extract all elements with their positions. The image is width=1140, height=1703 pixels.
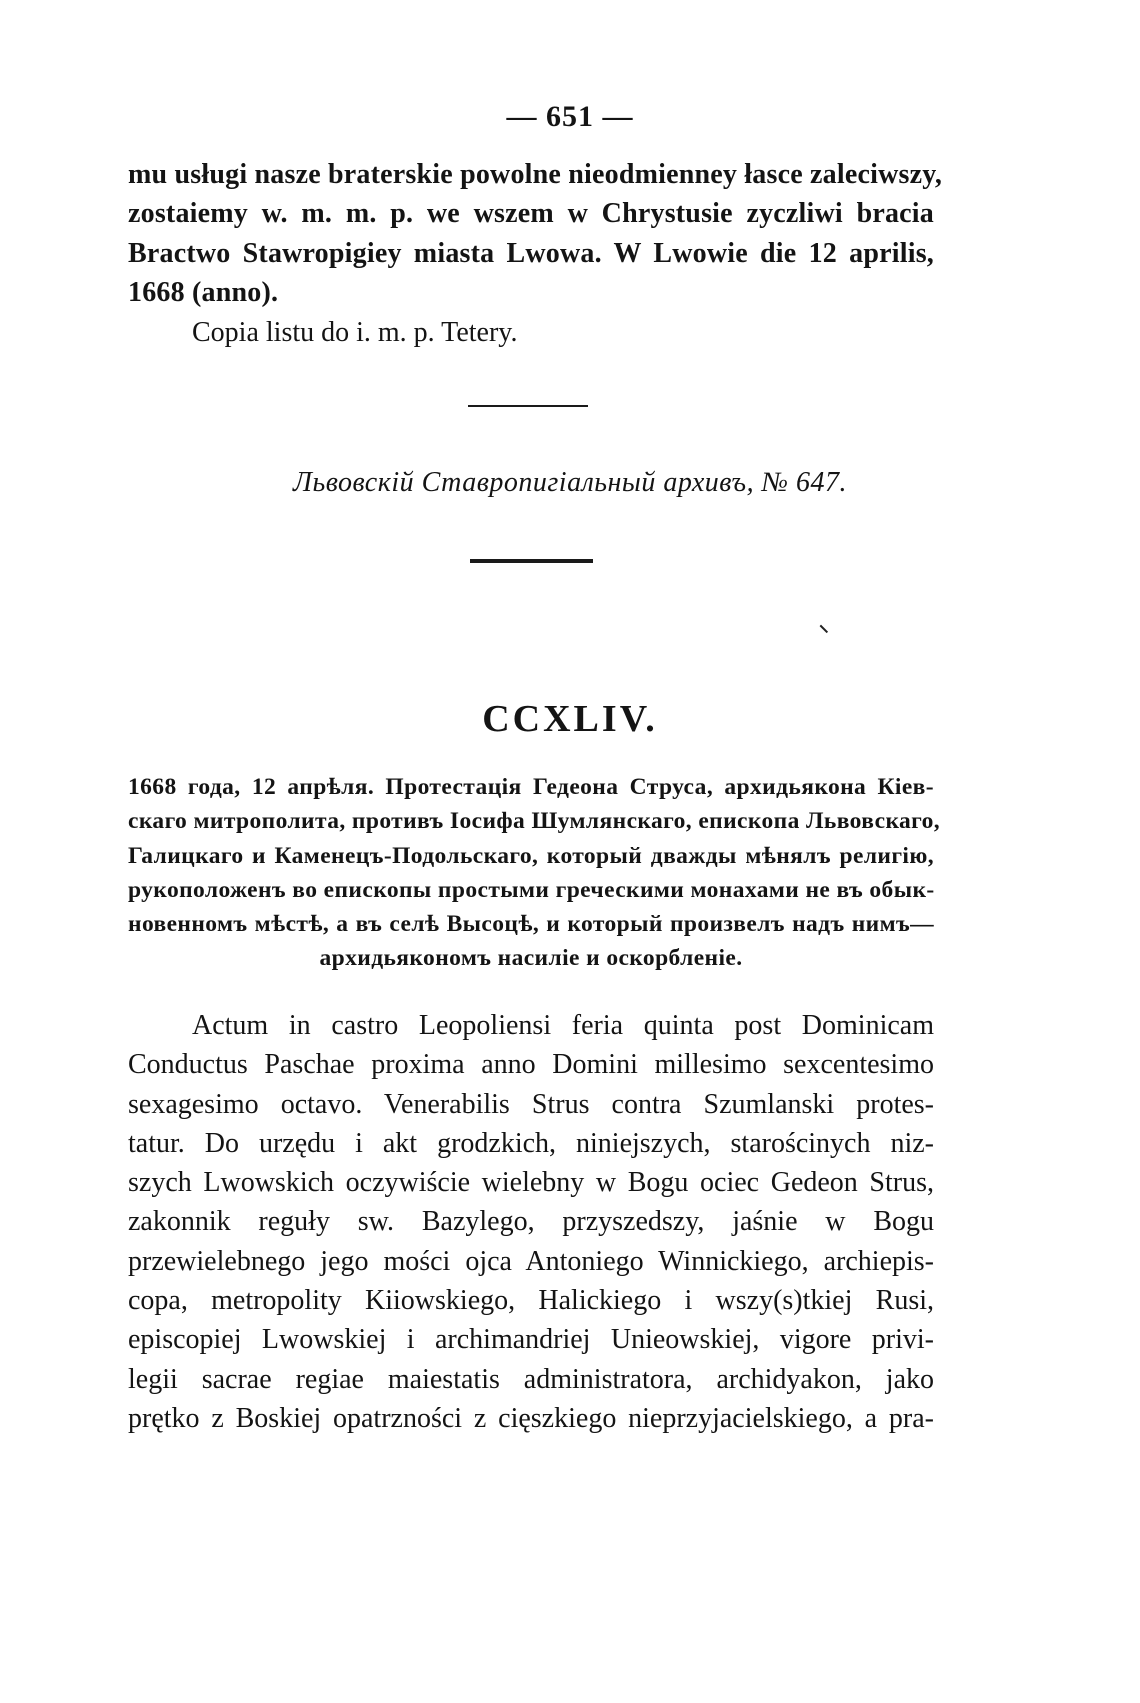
letter-line: zostaiemy w. m. m. p. we wszem w Chrystusie zyczliwi bracia xyxy=(128,198,934,230)
letter-paragraph xyxy=(128,155,943,313)
body-line: Conductus Paschae proxima anno Domini millesimo sexcentesimo xyxy=(128,1049,934,1081)
body-paragraph xyxy=(128,1006,934,1438)
summary-paragraph xyxy=(128,770,941,976)
body-line: Actum in castro Leopoliensi feria quinta post Dominicam xyxy=(192,1010,934,1041)
letter-line: Bractwo Stawropigiey miasta Lwowa. W Lwowie die 12 aprilis, xyxy=(128,237,934,269)
body-line: episcopiej Lwowskiej i archimandriej Unieowskiej, vigore privi- xyxy=(128,1324,934,1356)
document-summary xyxy=(128,770,941,976)
document-body xyxy=(128,1006,934,1438)
summary-line: скаго митрополита, противъ Іосифа Шумлянскаго, епископа Львовскаго, xyxy=(128,808,941,835)
page-number: — 651 — xyxy=(506,100,634,133)
letter-line: mu usługi nasze braterskie powolne nieodmienney łasce zaleciwszy, xyxy=(128,159,943,190)
letter-signature: Copia listu do i. m. p. Tetery. xyxy=(192,316,518,348)
summary-line: новенномъ мѣстѣ, а въ селѣ Высоцѣ, и который произвелъ надъ нимъ— xyxy=(128,911,934,938)
body-line: przewielebnego jego mości ojca Antoniego Winnickiego, archiepis- xyxy=(128,1245,934,1277)
document-number-heading: CCXLIV. xyxy=(482,698,658,740)
stray-print-mark xyxy=(820,625,828,633)
archive-source-note: Львовскій Ставропигіальный архивъ, № 647. xyxy=(293,467,847,498)
summary-line: архидьякономъ насиліе и оскорбленіе. xyxy=(319,945,743,972)
summary-line: Галицкаго и Каменецъ-Подольскаго, который дважды мѣнялъ религію, xyxy=(128,842,934,869)
summary-line: 1668 года, 12 апрѣля. Протестація Гедеона Струса, архидьякона Кіев- xyxy=(128,774,934,800)
summary-line: рукоположенъ во епископы простыми греческими монахами не въ обык- xyxy=(128,876,935,903)
body-line: legii sacrae regiae maiestatis administratora, archidyakon, jako xyxy=(128,1363,934,1395)
letter-closing xyxy=(128,155,943,352)
body-line: sexagesimo octavo. Venerabilis Strus contra Szumlanski protes- xyxy=(128,1088,934,1120)
separator-rule-thick xyxy=(470,559,593,563)
separator-rule-thin xyxy=(468,405,588,407)
body-line: copa, metropolity Kiiowskiego, Halickiego i wszy(s)tkiej Rusi, xyxy=(128,1285,934,1317)
body-line: prętko z Boskiej opatrzności z cięszkiego nieprzyjacielskiego, a pra- xyxy=(128,1402,934,1434)
letter-line: 1668 (anno). xyxy=(128,277,279,309)
body-line: szych Lwowskich oczywiście wielebny w Bogu ociec Gedeon Strus, xyxy=(128,1167,934,1199)
body-line: zakonnik reguły sw. Bazylego, przyszedszy, jaśnie w Bogu xyxy=(128,1206,934,1238)
body-line: tatur. Do urzędu i akt grodzkich, niniejszych, starościnych niz- xyxy=(128,1127,934,1159)
